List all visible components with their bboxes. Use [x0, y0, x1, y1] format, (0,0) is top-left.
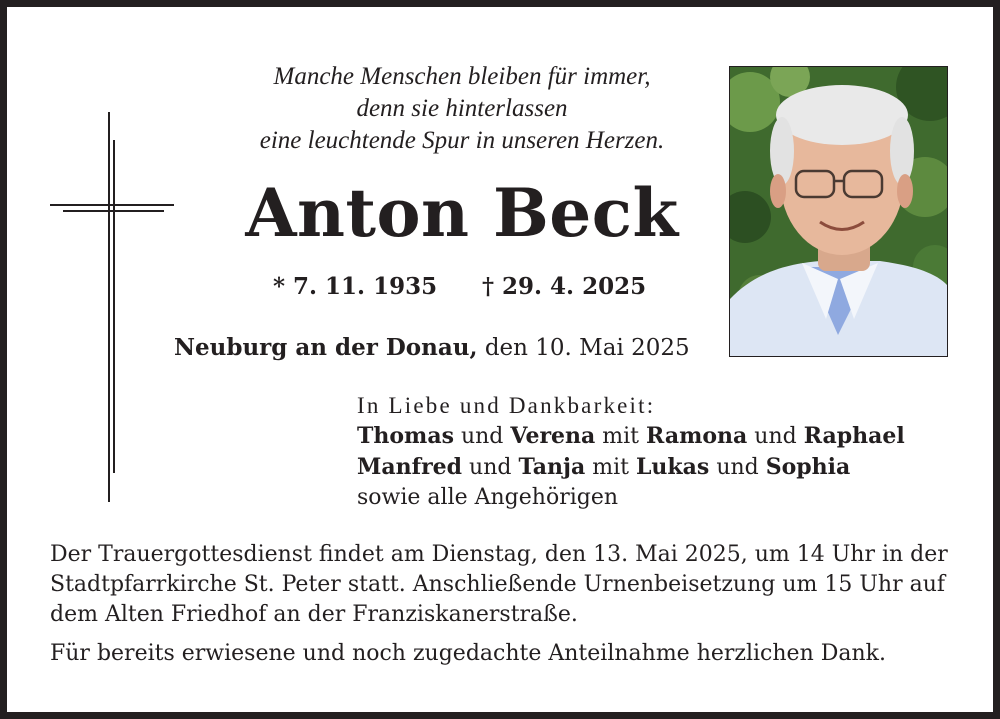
mourners-heading: In Liebe und Dankbarkeit: [357, 393, 656, 418]
deceased-name: Anton Beck [245, 174, 679, 252]
mourner-name: Tanja [518, 454, 586, 480]
memorial-poem [177, 61, 747, 157]
place-name: Neuburg an der Donau, [174, 334, 478, 361]
poem-line: denn sie hinterlassen [356, 95, 568, 122]
mourner-name: Thomas [357, 423, 454, 449]
funeral-service-info: Der Trauergottesdienst findet am Dienstag, den 13. Mai 2025, um 14 Uhr in der Stadtpfarrkirche St. Peter statt. Anschließende Urnenbeisetzung um 15 Uhr auf dem Alten Friedhof an der Franziskanerstraße. [50, 542, 948, 627]
conjunction: mit [602, 424, 640, 449]
mourners-line [357, 452, 905, 483]
portrait-photo [729, 66, 948, 357]
conjunction: und [469, 455, 512, 480]
mourner-name: Verena [510, 423, 596, 449]
mourner-name: Raphael [803, 423, 905, 449]
conjunction: und [754, 424, 797, 449]
death-date: † 29. 4. 2025 [482, 273, 647, 300]
mourner-name: Ramona [646, 423, 748, 449]
mourners-block [357, 391, 905, 513]
conjunction: und [716, 455, 759, 480]
birth-date: * 7. 11. 1935 [273, 273, 438, 300]
poem-line: eine leuchtende Spur in unseren Herzen. [259, 127, 665, 154]
mourner-name: Manfred [357, 454, 463, 480]
other-relatives: sowie alle Angehörigen [357, 485, 619, 510]
place-date-line [174, 332, 690, 364]
thanks-note: Für bereits erwiesene und noch zugedachte Anteilnahme herzlichen Dank. [50, 641, 886, 666]
mourners-line [357, 421, 905, 452]
closing-section [50, 540, 960, 669]
conjunction: und [460, 424, 504, 449]
conjunction: mit [592, 455, 629, 480]
mourner-name: Sophia [765, 454, 851, 480]
mourner-name: Lukas [635, 454, 710, 480]
poem-line: Manche Menschen bleiben für immer, [273, 63, 651, 90]
notice-date: den 10. Mai 2025 [484, 335, 690, 361]
elderly-man-portrait-icon [730, 67, 947, 356]
